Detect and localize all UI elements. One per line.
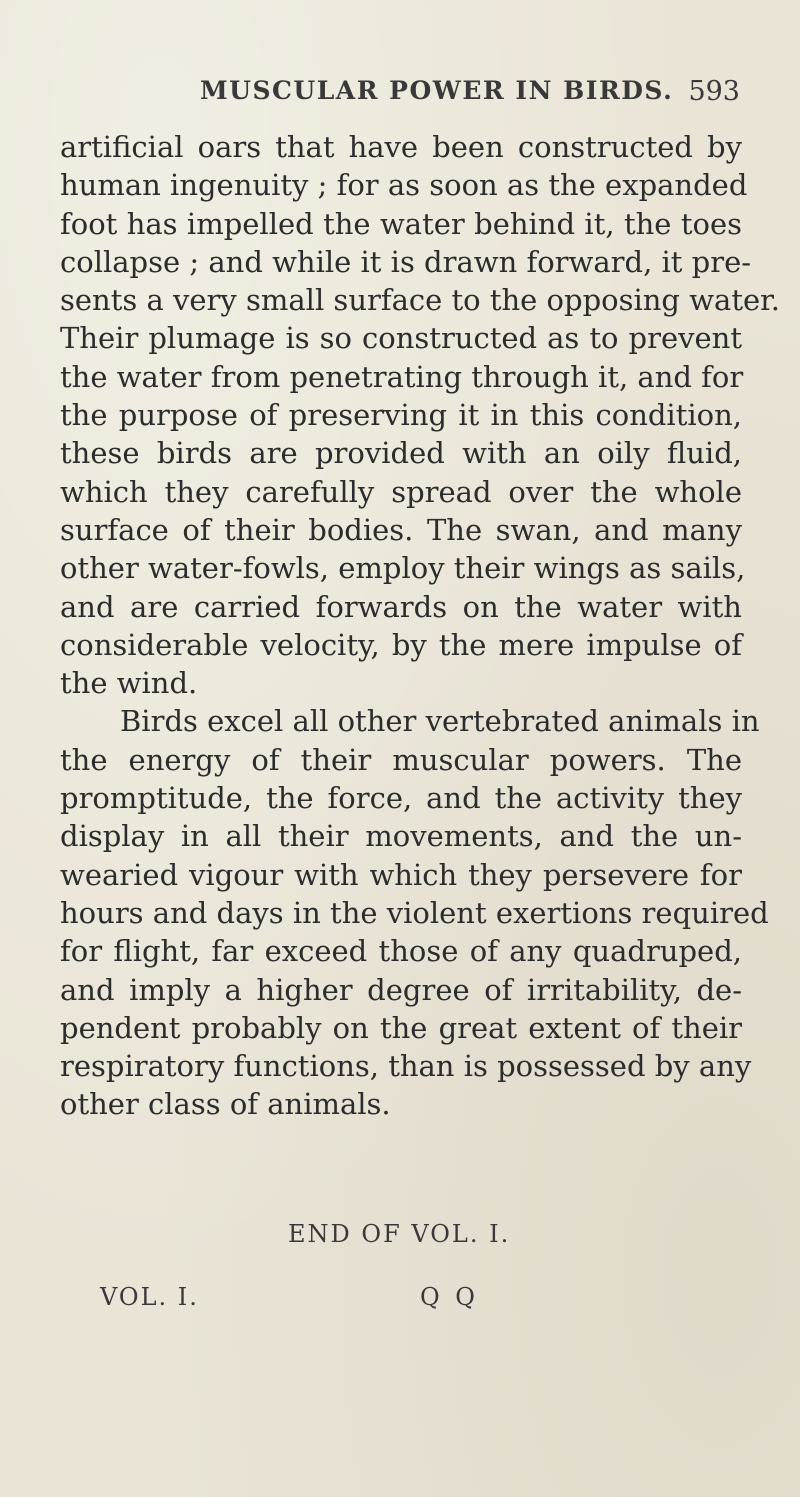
text-line: human ingenuity ; for as soon as the expanded	[60, 168, 748, 203]
text-line: and are carried forwards on the water with	[60, 589, 742, 624]
text-line: and imply a higher degree of irritability, de-	[60, 972, 742, 1007]
text-line: display in all their movements, and the un-	[60, 819, 742, 854]
page-number: 593	[688, 76, 740, 107]
body-text	[60, 128, 781, 1124]
text-line: artificial oars that have been constructed by	[60, 130, 742, 164]
text-line: the wind.	[60, 666, 198, 701]
text-line: Birds excel all other vertebrated animals in	[120, 704, 760, 739]
text-line: hours and days in the violent exertions required	[60, 895, 769, 930]
running-head	[200, 76, 740, 116]
text-line: the energy of their muscular powers. The	[60, 742, 742, 777]
text-line: other water-fowls, employ their wings as sails,	[60, 551, 746, 586]
text-line: the purpose of preserving it in this condition,	[60, 398, 742, 433]
text-line: these birds are provided with an oily fluid,	[60, 436, 742, 471]
text-line: for flight, far exceed those of any quadruped,	[60, 934, 742, 969]
text-line: which they carefully spread over the whole	[60, 474, 742, 509]
text-line: wearied vigour with which they persevere for	[60, 857, 742, 892]
text-line: the water from penetrating through it, and for	[60, 359, 744, 394]
text-line: Their plumage is so constructed as to prevent	[60, 321, 742, 356]
running-title: MUSCULAR POWER IN BIRDS.	[200, 76, 674, 105]
text-line: collapse ; and while it is drawn forward, it pre-	[60, 244, 752, 279]
text-line: respiratory functions, than is possessed by any	[60, 1049, 752, 1084]
text-line: pendent probably on the great extent of their	[60, 1010, 742, 1045]
signature-line	[100, 1283, 480, 1323]
text-line: sents a very small surface to the opposing water.	[60, 283, 781, 318]
end-of-volume-note: END OF VOL. I.	[288, 1220, 511, 1248]
gathering-mark: Q Q	[420, 1283, 479, 1311]
text-line: promptitude, the force, and the activity they	[60, 781, 742, 816]
text-line: other class of animals.	[60, 1087, 391, 1122]
volume-signature: VOL. I.	[100, 1283, 199, 1311]
text-line: surface of their bodies. The swan, and many	[60, 512, 742, 547]
text-line: considerable velocity, by the mere impulse of	[60, 627, 742, 662]
text-line: foot has impelled the water behind it, the toes	[60, 206, 742, 241]
